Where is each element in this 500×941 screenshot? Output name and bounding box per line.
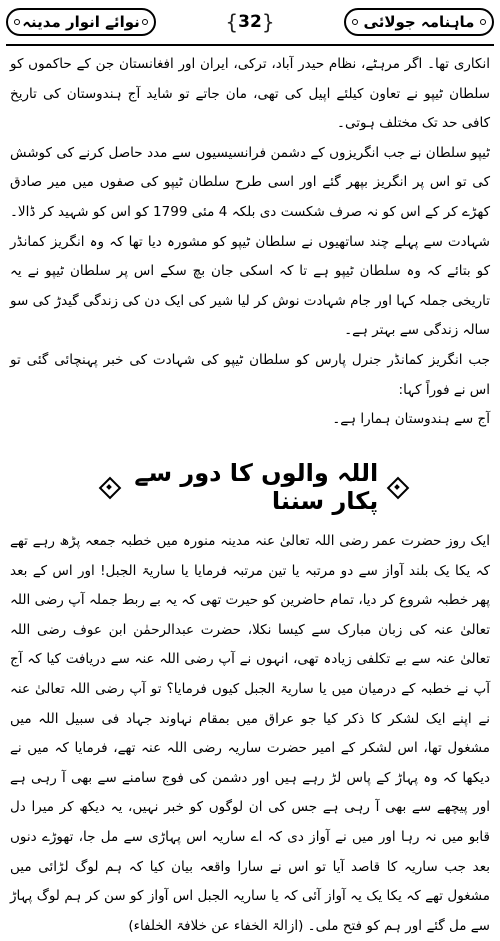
paragraph: ٹیپو سلطان نے جب انگریزوں کے دشمن فرانسیسیوں سے مدد حاصل کرنے کی کوشش کی تو اس پر انگریز بپھر گئے اور اسی طرح سلطان ٹیپو کی صفوں میں میر صادق کھڑے کر کے اس کو نہ صرف شکست دی بلکہ 4 مئی 1799 کو اس کو شہید کر ڈالا۔ شہادت سے پہلے چند ساتھیوں نے سلطان ٹیپو کو مشورہ دیا تھا کہ وہ انگریز کمانڈر کو بتائے کہ وہ سلطان ٹیپو ہے تا کہ اسکی جان بچ سکے اس پر سلطان ٹیپو نے یہ تاریخی جملہ کہا اور جام شہادت نوش کر لیا شیر کی ایک دن کی زندگی گیدڑ کی سو سالہ زندگی سے بہتر ہے۔ xyxy=(10,144,490,339)
section-heading xyxy=(90,459,410,515)
ornament-icon xyxy=(386,476,402,498)
page-number xyxy=(211,6,289,38)
paragraph: آج سے ہندوستان ہمارا ہے۔ xyxy=(332,411,490,428)
ornament-bracket-right: } xyxy=(261,10,275,34)
paragraph-text: ایک روز حضرت عمر رضی اللہ تعالیٰ عنہ مدینہ منورہ میں خطبہ جمعہ پڑھ رہے تھے کہ یکا یک بلند آواز سے دو مرتبہ یا تین مرتبہ فرمایا یا ساریۃ الجبل! اور اس کے بعد پھر خطبہ شروع کر دیا، تمام حاضرین کو حیرت تھی کہ یہ بے ربط جملہ آپ رضی اللہ تعالیٰ عنہ کی زبان مبارک سے کیسا نکلا، حضرت عبدالرحمٰن ابن عوف رضی اللہ تعالیٰ عنہ سے بے تکلفی زیادہ تھی، انہوں نے آپ رضی اللہ عنہ سے دریافت کیا کہ آج آپ نے خطبہ کے درمیان میں یا ساریۃ الجبل کیوں فرمایا؟ تو آپ رضی اللہ تعالیٰ عنہ نے اپنے ایک لشکر کا ذکر کیا جو عراق میں بمقام نہاوند جہاد فی سبیل اللہ میں مشغول تھا، اس لشکر کے امیر حضرت ساریہ رضی اللہ عنہ تھے، فرمایا کہ میں نے دیکھا کہ وہ پہاڑ کے پاس لڑ رہے ہیں اور دشمن کی فوج سامنے سے بھی آ رہی ہے اور پیچھے سے بھی آ رہی ہے جس کی ان لوگوں کو خبر نہیں، یہ دیکھ کر میرا دل قابو میں نہ رہا اور میں نے آواز دی کہ اے ساریہ اس پہاڑی سے مل جا، تھوڑے دنوں بعد جب ساریہ کا قاصد آیا تو اس نے سارا واقعہ بیان کیا کہ ہم لوگ لڑائی میں مشغول تھے کہ یکا یک یہ آواز آئی کہ یا ساریہ الجبل اس آواز کو سن کر ہم لوگ پہاڑ سے مل گئے اور ہم کو فتح ملی۔ xyxy=(10,533,490,934)
paragraph: جب انگریز کمانڈر جنرل پارس کو سلطان ٹیپو کی شہادت کی خبر پہنچائی گئی تو اس نے فوراً کہا: xyxy=(10,351,490,398)
page-header xyxy=(6,6,494,40)
publication-name-label: نوائے انوار مدینہ xyxy=(6,8,156,36)
paragraph: انکاری تھا۔ اگر مرہٹے، نظام حیدر آباد، ترکی، ایران اور افغانستان جن کے حاکموں کو سلطان ٹیپو نے تعاون کیلئے اپیل کی تھی، مان جاتے تو شاید آج ہندوستان کی تاریخ کافی حد تک مختلف ہوتی۔ xyxy=(10,56,490,132)
tipu-sultan-article xyxy=(10,50,490,435)
magazine-name-label: ماہنامہ جولائی xyxy=(344,8,494,36)
paragraph xyxy=(10,527,490,941)
ornament-bracket-left: { xyxy=(225,10,239,34)
page-number-value: 32 xyxy=(238,12,262,32)
header-divider xyxy=(6,44,494,46)
reference-citation: (ازالۃ الخفاء عن خلافۃ الخلفاء) xyxy=(128,917,304,934)
ornament-icon xyxy=(98,476,114,498)
section-heading-text: اللہ والوں کا دور سے پکار سننا xyxy=(134,459,379,515)
hazrat-umar-article xyxy=(10,527,490,941)
